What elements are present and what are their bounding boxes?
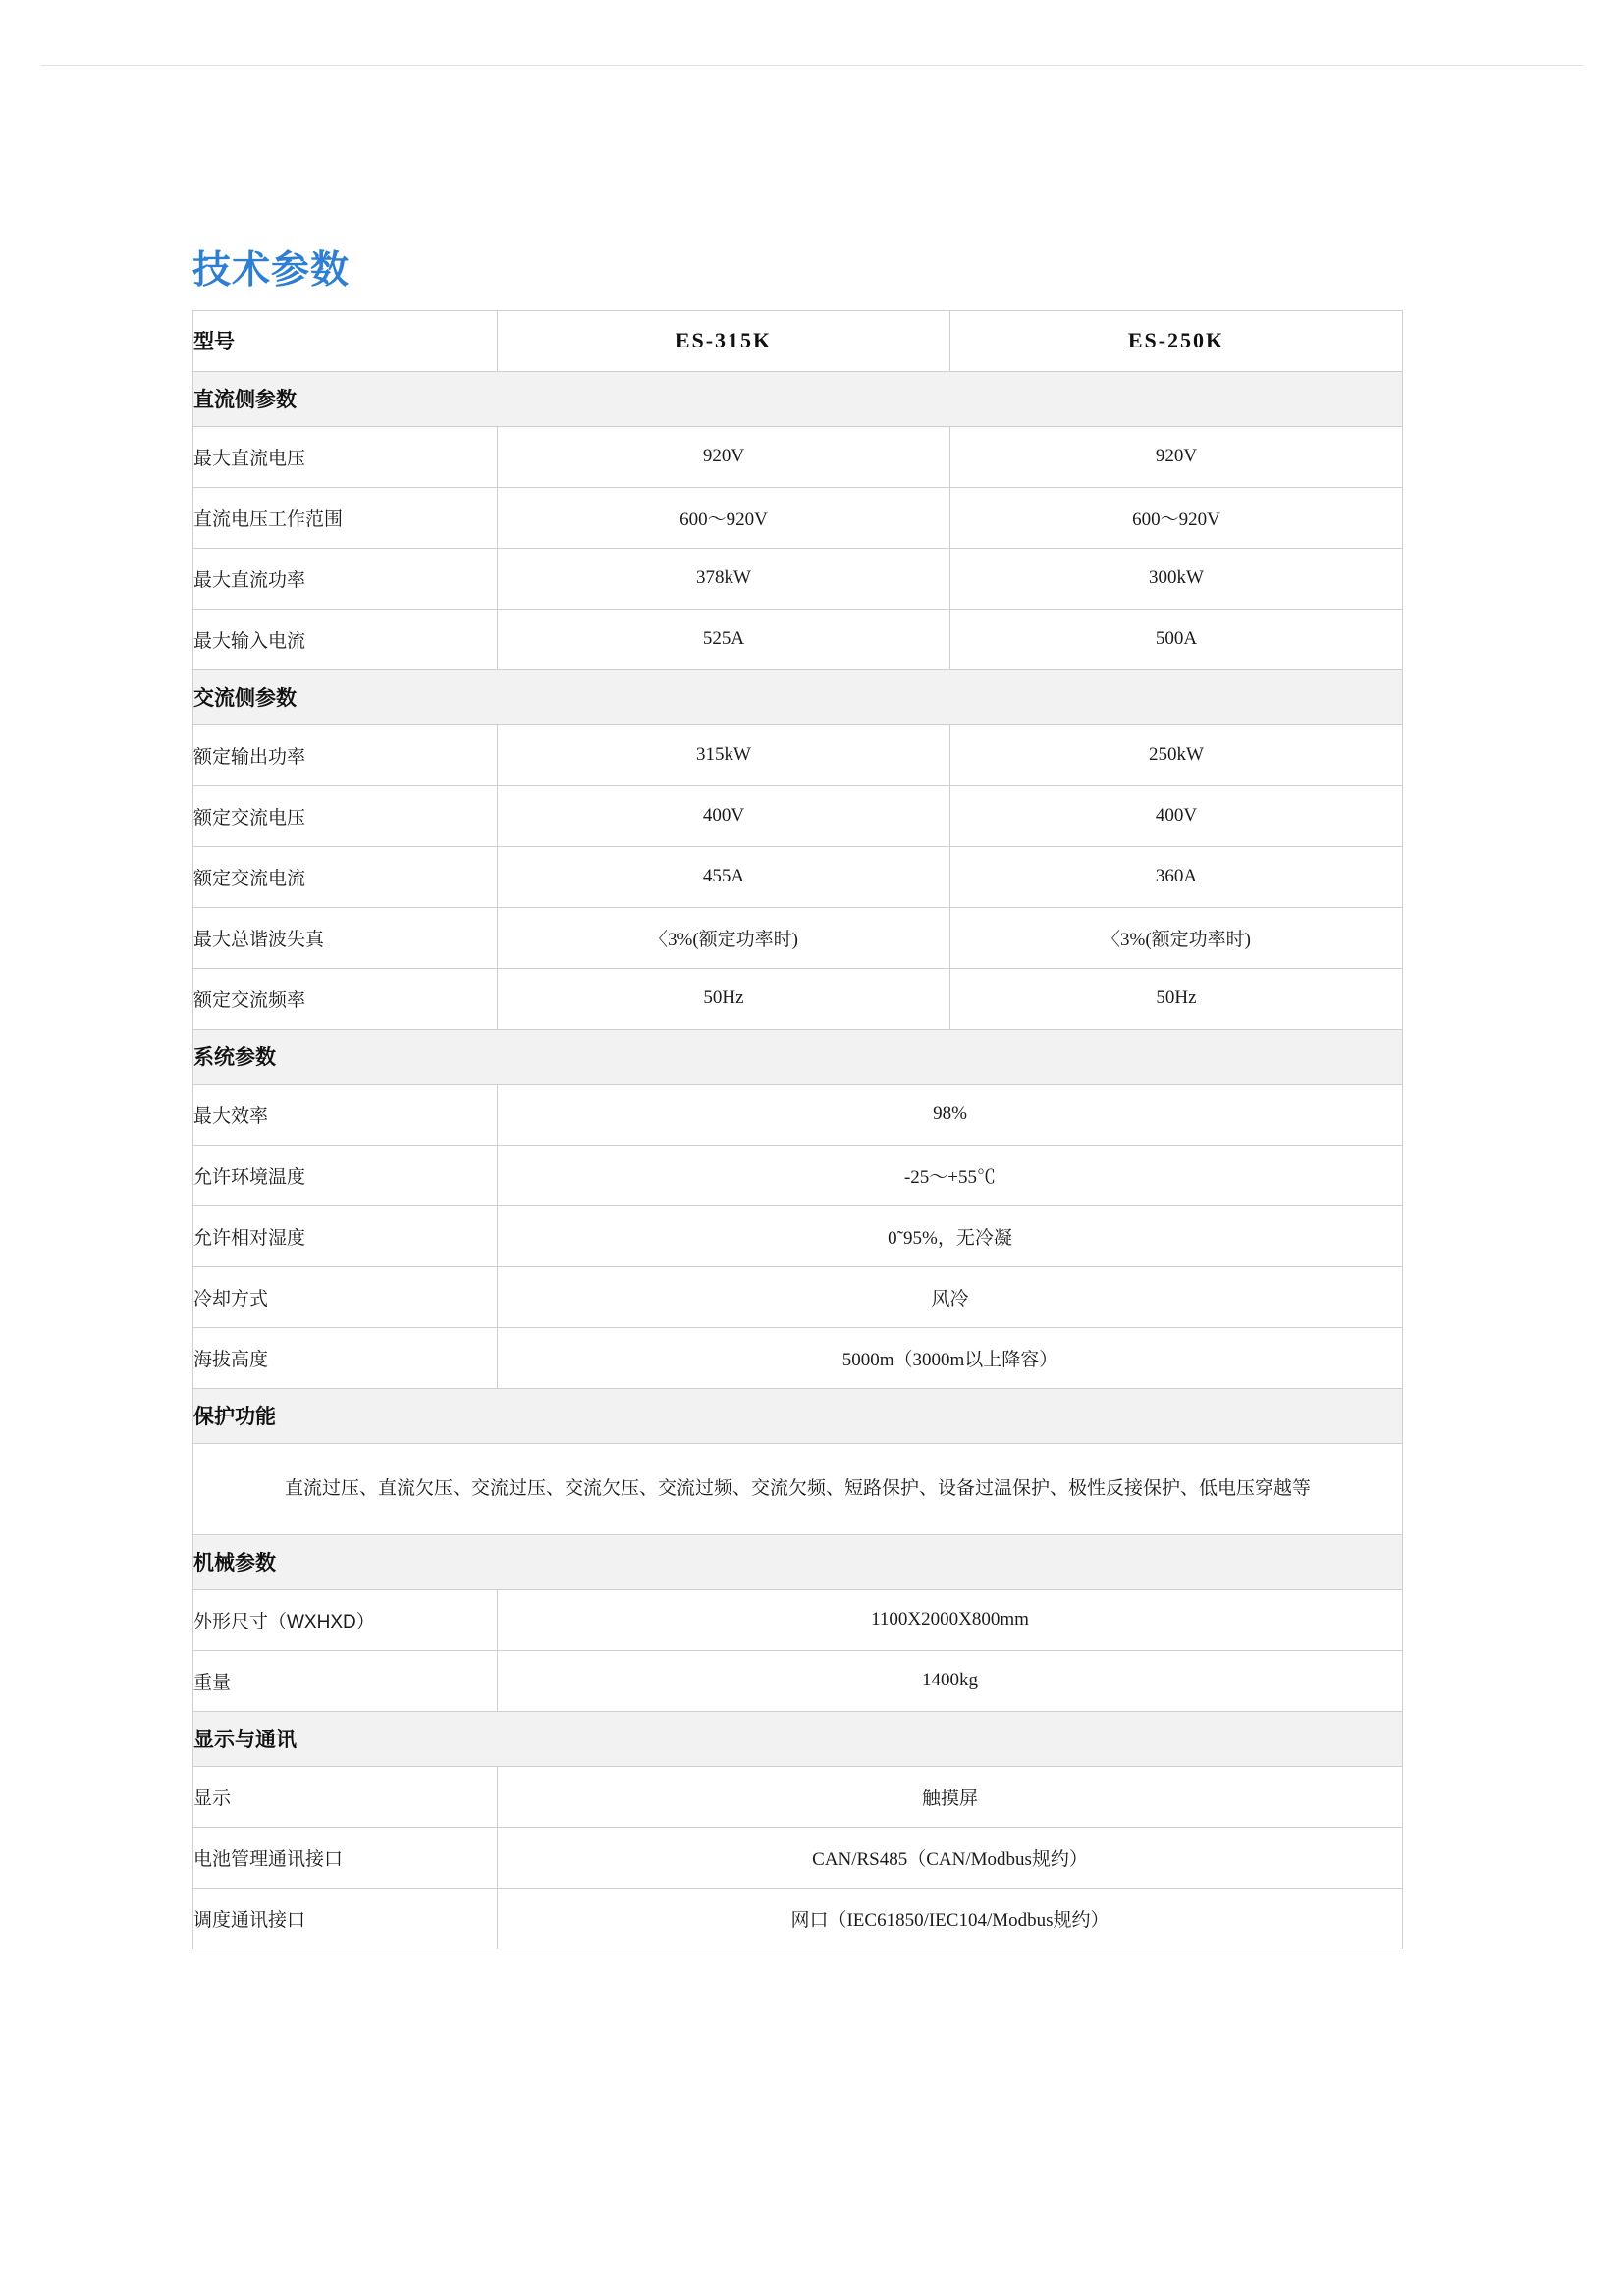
row-value-merged: 1100X2000X800mm bbox=[498, 1589, 1403, 1650]
row-value-merged: 5000m（3000m以上降容） bbox=[498, 1327, 1403, 1388]
row-label: 最大效率 bbox=[193, 1084, 498, 1145]
row-value-merged: 1400kg bbox=[498, 1650, 1403, 1711]
row-value-b: 50Hz bbox=[950, 968, 1403, 1029]
group-header-row bbox=[193, 1711, 1403, 1766]
table-row bbox=[193, 1589, 1403, 1650]
row-value-a: 400V bbox=[498, 785, 950, 846]
row-value-merged: CAN/RS485（CAN/Modbus规约） bbox=[498, 1827, 1403, 1888]
group-title: 显示与通讯 bbox=[193, 1711, 1403, 1766]
table-row bbox=[193, 1145, 1403, 1205]
spec-table bbox=[192, 310, 1403, 1949]
row-value-merged: 触摸屏 bbox=[498, 1766, 1403, 1827]
table-header-row bbox=[193, 310, 1403, 371]
header-model-a-cell: ES-315K bbox=[498, 310, 950, 371]
row-label: 最大输入电流 bbox=[193, 609, 498, 669]
table-row bbox=[193, 907, 1403, 968]
table-row bbox=[193, 968, 1403, 1029]
row-value-a: 600～920V bbox=[498, 487, 950, 548]
row-label: 最大直流电压 bbox=[193, 426, 498, 487]
group-header-row bbox=[193, 1029, 1403, 1084]
group-header-row bbox=[193, 371, 1403, 426]
table-row bbox=[193, 1205, 1403, 1266]
table-row bbox=[193, 1266, 1403, 1327]
row-value-a: 315kW bbox=[498, 724, 950, 785]
row-value-a: 920V bbox=[498, 426, 950, 487]
group-title: 系统参数 bbox=[193, 1029, 1403, 1084]
row-value-a: 378kW bbox=[498, 548, 950, 609]
row-label: 最大直流功率 bbox=[193, 548, 498, 609]
row-value-b: 300kW bbox=[950, 548, 1403, 609]
row-value-full: 直流过压、直流欠压、交流过压、交流欠压、交流过频、交流欠频、短路保护、设备过温保护、极性反接保护、低电压穿越等 bbox=[193, 1443, 1403, 1534]
table-row bbox=[193, 724, 1403, 785]
row-value-b: 600～920V bbox=[950, 487, 1403, 548]
table-row bbox=[193, 1443, 1403, 1534]
table-row bbox=[193, 785, 1403, 846]
row-value-merged: 98% bbox=[498, 1084, 1403, 1145]
row-value-merged: 风冷 bbox=[498, 1266, 1403, 1327]
row-value-a: 〈3%(额定功率时) bbox=[498, 907, 950, 968]
group-header-row bbox=[193, 669, 1403, 724]
row-label: 外形尺寸（WXHXD） bbox=[193, 1589, 498, 1650]
row-value-b: 920V bbox=[950, 426, 1403, 487]
row-value-a: 525A bbox=[498, 609, 950, 669]
table-row bbox=[193, 426, 1403, 487]
group-title: 直流侧参数 bbox=[193, 371, 1403, 426]
table-row bbox=[193, 1327, 1403, 1388]
table-row bbox=[193, 1650, 1403, 1711]
row-value-merged: 0˜95%，无冷凝 bbox=[498, 1205, 1403, 1266]
row-label: 额定交流电流 bbox=[193, 846, 498, 907]
row-label: 允许环境温度 bbox=[193, 1145, 498, 1205]
row-label: 冷却方式 bbox=[193, 1266, 498, 1327]
row-value-b: 〈3%(额定功率时) bbox=[950, 907, 1403, 968]
row-value-merged: 网口（IEC61850/IEC104/Modbus规约） bbox=[498, 1888, 1403, 1949]
row-value-b: 360A bbox=[950, 846, 1403, 907]
row-value-merged: -25～+55℃ bbox=[498, 1145, 1403, 1205]
table-row bbox=[193, 846, 1403, 907]
row-label: 额定交流频率 bbox=[193, 968, 498, 1029]
group-header-row bbox=[193, 1534, 1403, 1589]
table-row bbox=[193, 1766, 1403, 1827]
row-value-b: 400V bbox=[950, 785, 1403, 846]
row-label: 额定交流电压 bbox=[193, 785, 498, 846]
row-label: 显示 bbox=[193, 1766, 498, 1827]
row-label: 电池管理通讯接口 bbox=[193, 1827, 498, 1888]
row-label: 直流电压工作范围 bbox=[193, 487, 498, 548]
row-value-b: 250kW bbox=[950, 724, 1403, 785]
row-value-a: 50Hz bbox=[498, 968, 950, 1029]
group-header-row bbox=[193, 1388, 1403, 1443]
page-title: 技术参数 bbox=[192, 249, 351, 292]
header-model-b-cell: ES-250K bbox=[950, 310, 1403, 371]
table-row bbox=[193, 1084, 1403, 1145]
group-title: 保护功能 bbox=[193, 1388, 1403, 1443]
content-area bbox=[192, 250, 1415, 1949]
row-label: 海拔高度 bbox=[193, 1327, 498, 1388]
table-row bbox=[193, 548, 1403, 609]
row-label: 重量 bbox=[193, 1650, 498, 1711]
row-label: 允许相对湿度 bbox=[193, 1205, 498, 1266]
header-divider bbox=[41, 65, 1583, 66]
table-row bbox=[193, 1827, 1403, 1888]
row-label: 最大总谐波失真 bbox=[193, 907, 498, 968]
group-title: 交流侧参数 bbox=[193, 669, 1403, 724]
header-label-cell: 型号 bbox=[193, 310, 498, 371]
row-value-b: 500A bbox=[950, 609, 1403, 669]
row-label: 额定输出功率 bbox=[193, 724, 498, 785]
table-row bbox=[193, 609, 1403, 669]
table-row bbox=[193, 487, 1403, 548]
table-row bbox=[193, 1888, 1403, 1949]
row-value-a: 455A bbox=[498, 846, 950, 907]
group-title: 机械参数 bbox=[193, 1534, 1403, 1589]
row-label: 调度通讯接口 bbox=[193, 1888, 498, 1949]
